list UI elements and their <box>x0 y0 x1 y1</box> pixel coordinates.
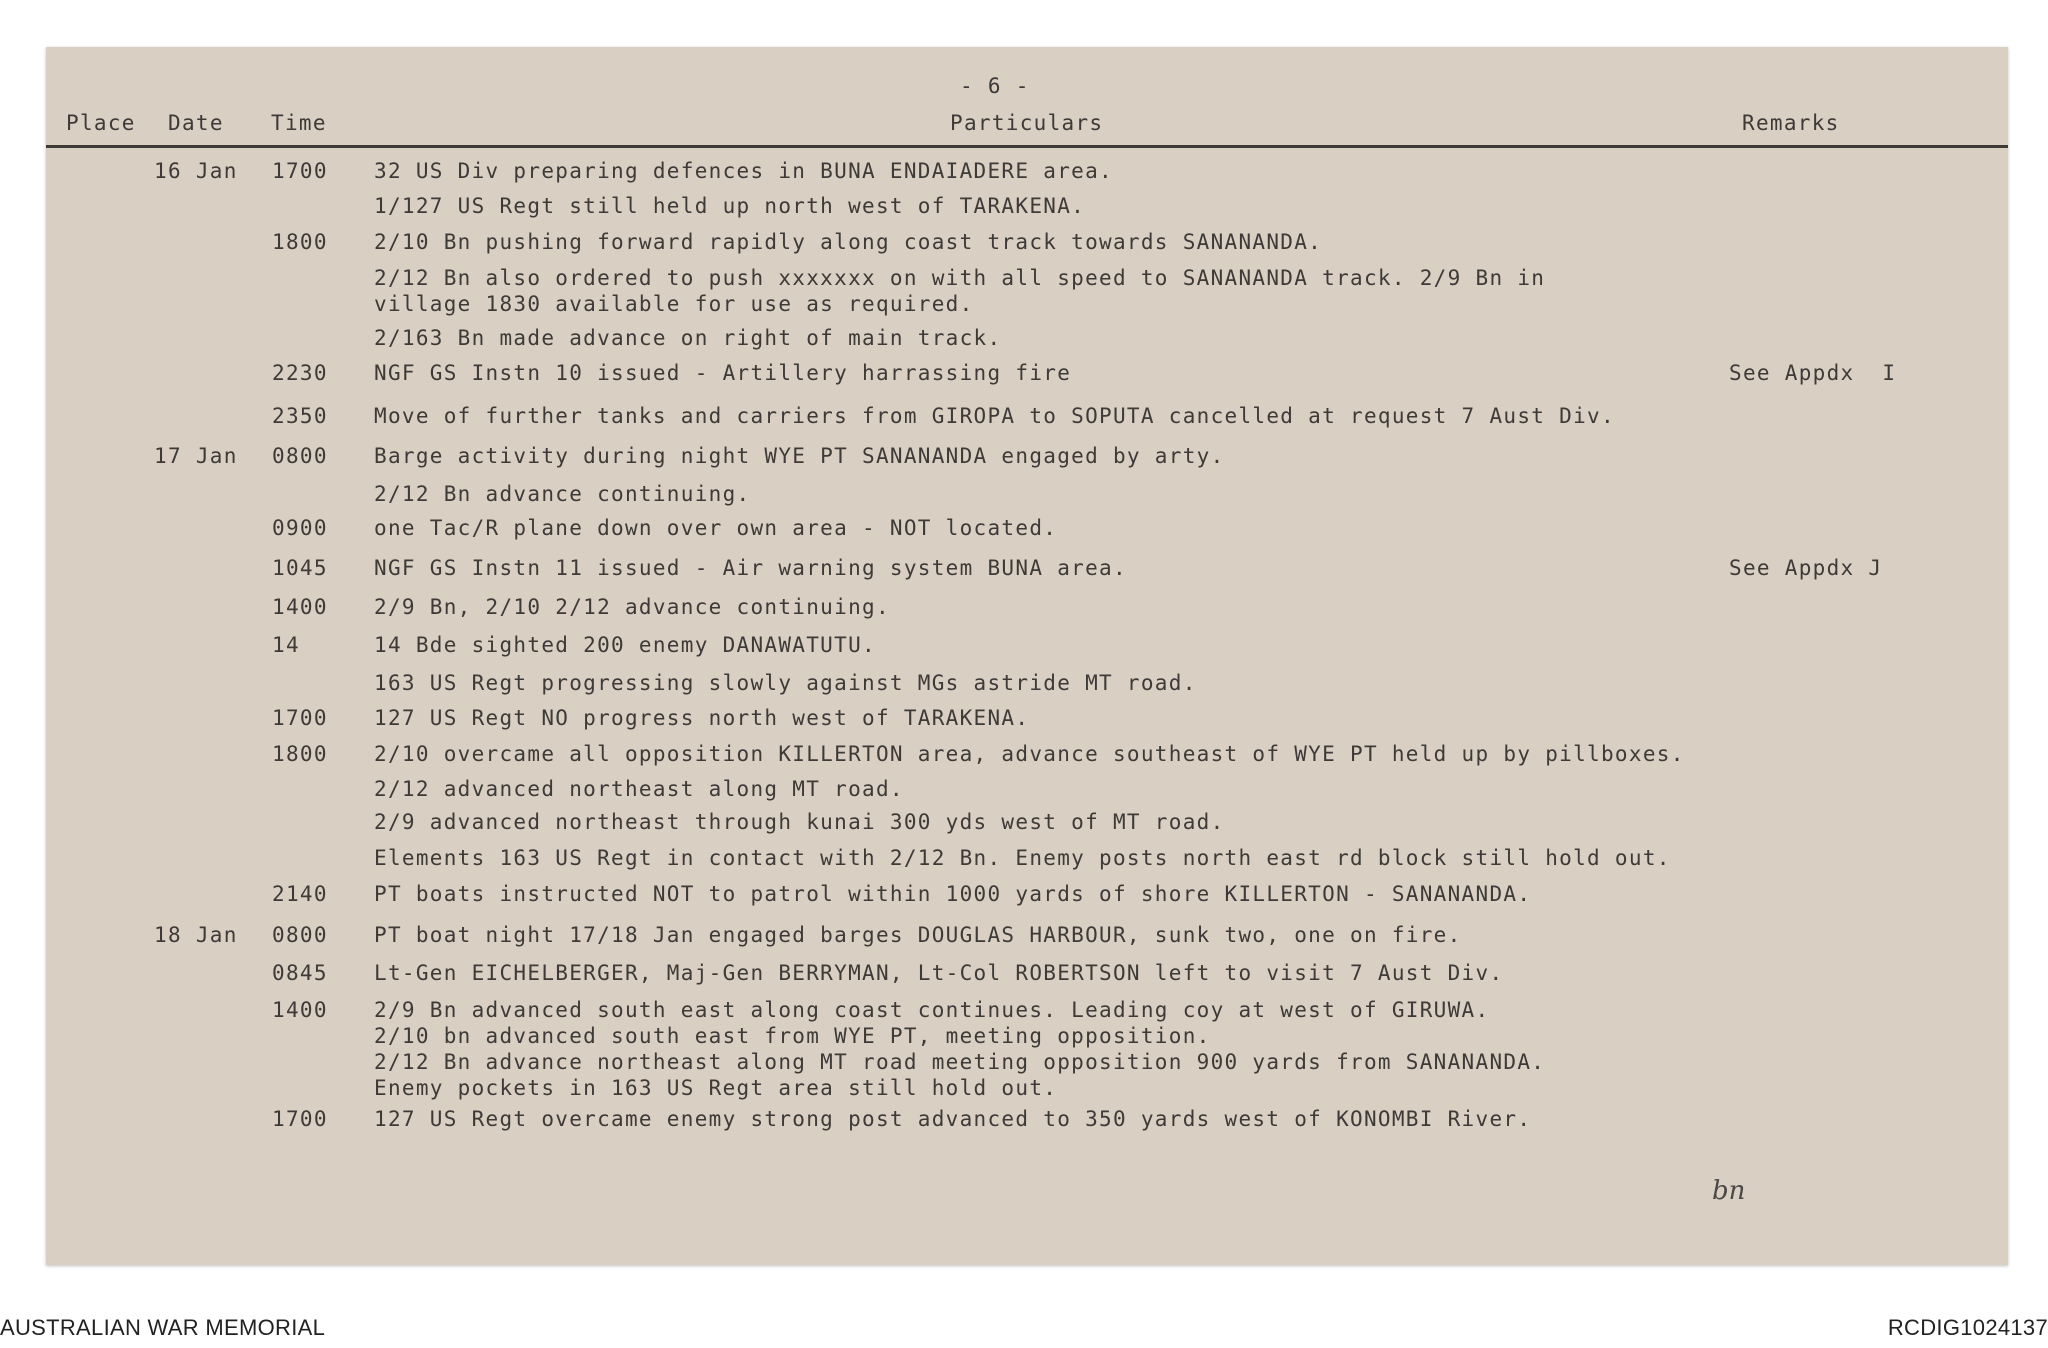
handwritten-mark: bn <box>1712 1176 1746 1206</box>
entry-time: 14 <box>272 633 300 657</box>
entry-particulars: 2/9 advanced northeast through kunai 300 yds west of MT road. <box>374 810 1225 834</box>
footer-left: AUSTRALIAN WAR MEMORIAL <box>0 1315 326 1340</box>
entry-time: 1700 <box>272 159 328 183</box>
entry-time: 1800 <box>272 742 328 766</box>
entry-particulars: 2/12 advanced northeast along MT road. <box>374 777 904 801</box>
header-time: Time <box>271 111 327 135</box>
entry-particulars: one Tac/R plane down over own area - NOT located. <box>374 516 1058 540</box>
entry-particulars: 2/9 Bn, 2/10 2/12 advance continuing. <box>374 595 890 619</box>
entry-time: 2140 <box>272 882 328 906</box>
entry-particulars: Elements 163 US Regt in contact with 2/12 Bn. Enemy posts north east rd block still hold out. <box>374 846 1671 870</box>
entry-date: 18 Jan <box>154 923 238 947</box>
page-number: - 6 - <box>960 74 1030 98</box>
entry-particulars: Barge activity during night WYE PT SANANANDA engaged by arty. <box>374 444 1225 468</box>
entry-time: 0800 <box>272 444 328 468</box>
entry-time: 1700 <box>272 706 328 730</box>
entry-remark: See Appdx I <box>1729 361 1897 385</box>
entry-particulars: 1/127 US Regt still held up north west of TARAKENA. <box>374 194 1086 218</box>
entry-time: 1045 <box>272 556 328 580</box>
entry-particulars: Move of further tanks and carriers from GIROPA to SOPUTA cancelled at request 7 Aust Div. <box>374 404 1615 428</box>
entry-particulars: 127 US Regt NO progress north west of TARAKENA. <box>374 706 1030 730</box>
entry-particulars: 14 Bde sighted 200 enemy DANAWATUTU. <box>374 633 876 657</box>
entry-time: 1400 <box>272 595 328 619</box>
entry-particulars: 2/12 Bn advance continuing. <box>374 482 751 506</box>
entry-time: 2350 <box>272 404 328 428</box>
entry-time: 1700 <box>272 1107 328 1131</box>
entry-particulars: NGF GS Instn 10 issued - Artillery harrassing fire <box>374 361 1072 385</box>
entry-date: 17 Jan <box>154 444 238 468</box>
header-place: Place <box>66 111 136 135</box>
entry-particulars: 2/12 Bn also ordered to push xxxxxxx on with all speed to SANANANDA track. 2/9 Bn in village 1830 available for use as required. <box>374 266 1546 316</box>
entry-time: 0845 <box>272 961 328 985</box>
entry-time: 0800 <box>272 923 328 947</box>
entry-particulars: 32 US Div preparing defences in BUNA ENDAIADERE area. <box>374 159 1113 183</box>
entry-date: 16 Jan <box>154 159 238 183</box>
entry-time: 1400 <box>272 998 328 1022</box>
entry-time: 0900 <box>272 516 328 540</box>
header-rule <box>46 145 2008 148</box>
entry-remark: See Appdx J <box>1729 556 1883 580</box>
entry-particulars: 2/9 Bn advanced south east along coast continues. Leading coy at west of GIRUWA. 2/10 bn advanced south east from WYE PT, meeting opposition. 2/12 Bn advance northeast along MT road meeting opposition 900 yards from SANANANDA. Enemy pockets in 163 US Regt area still hold out. <box>374 998 1546 1100</box>
header-particulars: Particulars <box>950 111 1104 135</box>
entry-particulars: NGF GS Instn 11 issued - Air warning system BUNA area. <box>374 556 1127 580</box>
entry-particulars: 2/10 overcame all opposition KILLERTON area, advance southeast of WYE PT held up by pillboxes. <box>374 742 1685 766</box>
entry-particulars: 2/163 Bn made advance on right of main track. <box>374 326 1002 350</box>
entry-time: 1800 <box>272 230 328 254</box>
entry-particulars: PT boats instructed NOT to patrol within 1000 yards of shore KILLERTON - SANANANDA. <box>374 882 1532 906</box>
entry-time: 2230 <box>272 361 328 385</box>
entry-particulars: Lt-Gen EICHELBERGER, Maj-Gen BERRYMAN, Lt-Col ROBERTSON left to visit 7 Aust Div. <box>374 961 1504 985</box>
entry-particulars: 2/10 Bn pushing forward rapidly along coast track towards SANANANDA. <box>374 230 1323 254</box>
entry-particulars: 163 US Regt progressing slowly against MGs astride MT road. <box>374 671 1197 695</box>
entry-particulars: PT boat night 17/18 Jan engaged barges DOUGLAS HARBOUR, sunk two, one on fire. <box>374 923 1462 947</box>
footer-right: RCDIG1024137 <box>1887 1315 2048 1340</box>
header-remarks: Remarks <box>1742 111 1840 135</box>
header-date: Date <box>168 111 224 135</box>
entry-particulars: 127 US Regt overcame enemy strong post advanced to 350 yards west of KONOMBI River. <box>374 1107 1532 1131</box>
